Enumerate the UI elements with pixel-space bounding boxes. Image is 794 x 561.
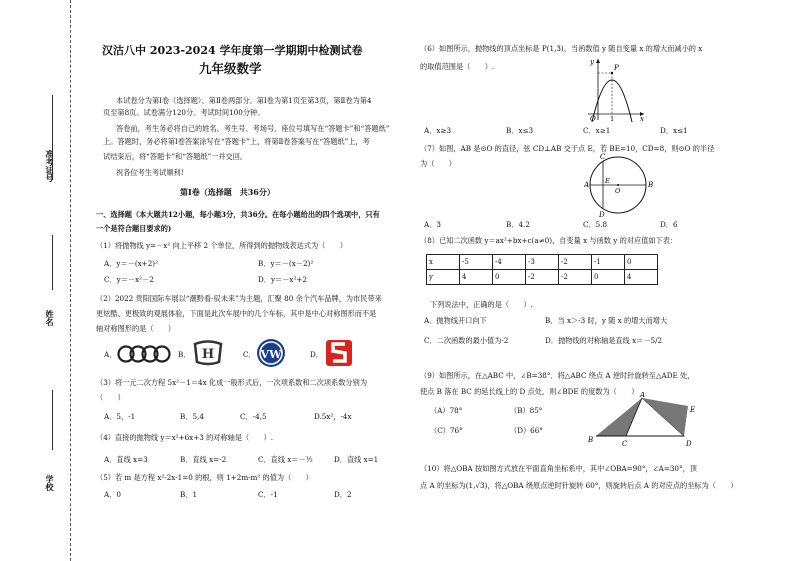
q3-stem-close: （ ） (96, 393, 125, 402)
good-luck-text: 祝各位考生考试顺利! (116, 168, 184, 177)
vw-text: VW (260, 348, 282, 361)
section1-intro: 一、选择题（本大题共12小题，每小题3分，共36分。在每小题给出的四个选项中，只有 (96, 210, 380, 219)
table-cell: 0 (592, 270, 625, 285)
instruction-line: 本试卷分为第Ⅰ卷（选择题）、第Ⅱ卷两部分。第Ⅰ卷为第1页至第3页，第Ⅱ卷为第4 (116, 96, 372, 105)
audi-logo (116, 344, 174, 364)
fig-point-b: B (648, 181, 654, 189)
fig-point-a: A (584, 181, 590, 189)
q3-option-c: C．-4,5 (240, 412, 267, 421)
q6-option-a: A．x≥3 (424, 126, 452, 135)
q8-option-d: D．抛物线的对称轴是直线 x＝－5/2 (545, 336, 663, 345)
table-cell: -2 (559, 270, 592, 285)
q3-option-d: D.5x²，-4x (314, 412, 352, 421)
fig-y-label: y (590, 58, 594, 66)
fig-point-o: O (615, 187, 621, 195)
name-label: 姓名 (45, 310, 54, 326)
q3-option-a: A．5，-1 (104, 412, 136, 421)
q6-stem: 的取值范围是（ ）. (420, 62, 495, 71)
q8-option-b: B．当 x＞-3 时，y 随 x 的增大而增大 (545, 316, 668, 325)
q1-option-b: B．y＝－(x－2)² (258, 259, 314, 268)
q7-stem: 为（ ） (420, 159, 456, 168)
section1-title: 第Ⅰ卷（选择题 共36分） (180, 187, 275, 197)
table-row (427, 255, 658, 270)
table-cell: 0 (625, 255, 658, 270)
fig-p-label: P (614, 64, 619, 72)
q1-option-a: A．y＝－(x+2)² (104, 259, 158, 268)
q2-stem: 更炫酷、更极致的观展体验，下面是此次车展中的几个车标，其中是中心对称图形而不是 (96, 309, 377, 318)
q8-subquestion: 下列说法中，正确的是（ ）. (430, 300, 533, 309)
fig-point-c: C (600, 153, 606, 161)
q8-option-a: A．抛物线开口向下 (424, 316, 487, 325)
honda-logo (192, 339, 224, 367)
school-label: 学校 (45, 475, 54, 491)
q9-rotation-figure (588, 392, 700, 448)
suzuki-logo (324, 339, 354, 367)
q2-stem: 轴对称图形的是（ ） (96, 324, 176, 333)
fig-point-b: B (588, 436, 594, 444)
q1-stem: （1）将抛物线 y=－x² 向上平移 2 个单位，所得到的抛物线表达式为（ ） (96, 241, 347, 250)
q8-option-c: C．二次函数的最小值为-2 (424, 336, 509, 345)
instruction-line: 页至第8页。试卷满分120分。考试时间100分钟。 (103, 108, 265, 117)
q4-option-d: D．直线 x=1 (334, 455, 379, 464)
q6-parabola-figure (584, 56, 646, 122)
fig-point-c: C (622, 440, 628, 448)
q8-stem: （8）已知二次函数 y＝ax²+bx+c(a≠0)，自变量 x 与函数 y 的对应值如下表： (420, 236, 678, 245)
q5-option-b: B．1 (180, 490, 198, 499)
q3-option-b: B．5,4 (180, 412, 204, 421)
table-cell: 4 (625, 270, 658, 285)
q5-option-c: C．-1 (258, 490, 278, 499)
q7-option-a: A．3 (424, 220, 441, 229)
fig-o-label: O (590, 115, 596, 122)
q4-stem: （4）直接的抛物线 y＝x²+6x+3 的对称轴是（ ）. (96, 433, 274, 442)
school-write-line (52, 390, 53, 450)
table-cell: y (427, 270, 460, 285)
q9-option-d: （D）66° (510, 426, 543, 435)
section1-intro: 一个是符合题目要求的) (96, 224, 172, 233)
instruction-line: 试结束后，将“答题卡”和“答题纸”一并交回。 (103, 152, 248, 161)
exam-subtitle: 九年级数学 (199, 61, 262, 76)
q10-stem: （10）将△OBA 按如图方式放在平面直角坐标系中，其中∠OBA=90°，∠A=30°，顶 (420, 464, 697, 473)
q7-option-c: C．5.8 (583, 220, 608, 229)
q7-option-b: B．4.2 (506, 220, 530, 229)
table-cell: 0 (493, 270, 526, 285)
q6-option-d: D．x≤1 (660, 126, 688, 135)
honda-h-text: H (201, 347, 215, 362)
q7-stem: （7）如图，AB 是⊙O 的直径，弦 CD⊥AB 交于点 E，若 BE=10，CD=8，则⊙O 的半径 (420, 144, 715, 153)
fig-1-label: 1 (610, 115, 615, 122)
q2-option-b: B． (178, 350, 191, 359)
table-cell: x (427, 255, 460, 270)
binding-strip (0, 0, 80, 561)
q8-value-table (426, 254, 658, 285)
q2-option-c: C． (243, 350, 256, 359)
q2-option-a: A． (104, 350, 117, 359)
volkswagen-logo (256, 338, 286, 368)
q4-option-c: C．直线 x＝－½ (258, 455, 313, 464)
q6-stem: （6）如图所示，抛物线的顶点坐标是 P(1,3)，当函数值 y 随自变量 x 的增大而减小的 x (420, 44, 703, 53)
q1-option-d: D．y＝－x²+2 (258, 275, 307, 284)
table-cell: -1 (592, 255, 625, 270)
q5-option-d: D．2 (334, 490, 352, 499)
q5-stem: （5）若 m 是方程 x²-2x-1=0 的根，则 1+2m-m² 的值为（ ） (96, 473, 313, 482)
fig-x-label: x (640, 115, 644, 122)
q2-option-d: D． (310, 350, 323, 359)
exam-title: 汉沽八中 2023-2024 学年度第一学期期中检测试卷 (102, 44, 363, 57)
instruction-line: 答卷前，考生务必将自己的姓名、考生号、考场号、座位号填写在“答题卡”和“答题纸” (116, 124, 390, 133)
fig-point-e: E (605, 177, 610, 185)
q9-option-a: （A）78° (430, 406, 463, 415)
q9-option-b: （B）85° (510, 406, 543, 415)
table-cell: -2 (559, 255, 592, 270)
q5-option-a: A．0 (104, 490, 121, 499)
fig-point-e: E (690, 406, 696, 414)
table-cell: -2 (526, 270, 559, 285)
q2-stem: （2）2022 贵阳国际车展以“潮黔看-驭未来”为主题，汇聚 80 余个汽车品牌，为市民带来 (96, 294, 382, 303)
q9-stem: （9）如图所示，在△ABC 中，∠B=38°．将△ABC 绕点 A 逆时针旋转至△ADE 处， (420, 371, 695, 380)
q7-option-d: D．6 (660, 220, 678, 229)
q10-stem: 点 A 的坐标为(1,√3)，将△OBA 绕原点逆时针旋转 60°，则旋转后点 A 的对应点的坐标为（ ） (420, 481, 738, 490)
q9-stem: 使点 B 落在 BC 的延长线上的 D 点处，则∠BDE 的度数为（ ） (420, 387, 639, 396)
fig-point-a: A (640, 392, 646, 399)
exam-id-label: 准考证号 (45, 150, 54, 182)
table-cell: -5 (460, 255, 493, 270)
instruction-line: 上。答题时，务必将第Ⅰ卷答案涂写在“答题卡”上，将第Ⅱ卷答案写在“答题纸”上，考 (103, 137, 370, 146)
q4-option-a: A．直线 x=3 (104, 455, 148, 464)
q1-option-c: C．y＝－x²－2 (104, 275, 154, 284)
table-row (427, 270, 658, 285)
q3-stem: （3）将一元二次方程 5x²－1＝4x 化成一般形式后，一次项系数和二次项系数分别为 (96, 378, 368, 387)
table-cell: 4 (460, 270, 493, 285)
q6-option-b: B．x≤3 (506, 126, 534, 135)
q7-circle-figure (584, 152, 656, 218)
q9-option-c: （C）76° (430, 426, 463, 435)
q6-option-c: C．x≥1 (583, 126, 611, 135)
fig-point-d: D (686, 440, 692, 448)
fig-point-d: D (599, 211, 605, 218)
table-cell: -4 (493, 255, 526, 270)
q4-option-b: B．直线 x=-2 (180, 455, 227, 464)
cut-line (70, 0, 71, 561)
table-cell: -3 (526, 255, 559, 270)
name-write-line (52, 235, 53, 290)
